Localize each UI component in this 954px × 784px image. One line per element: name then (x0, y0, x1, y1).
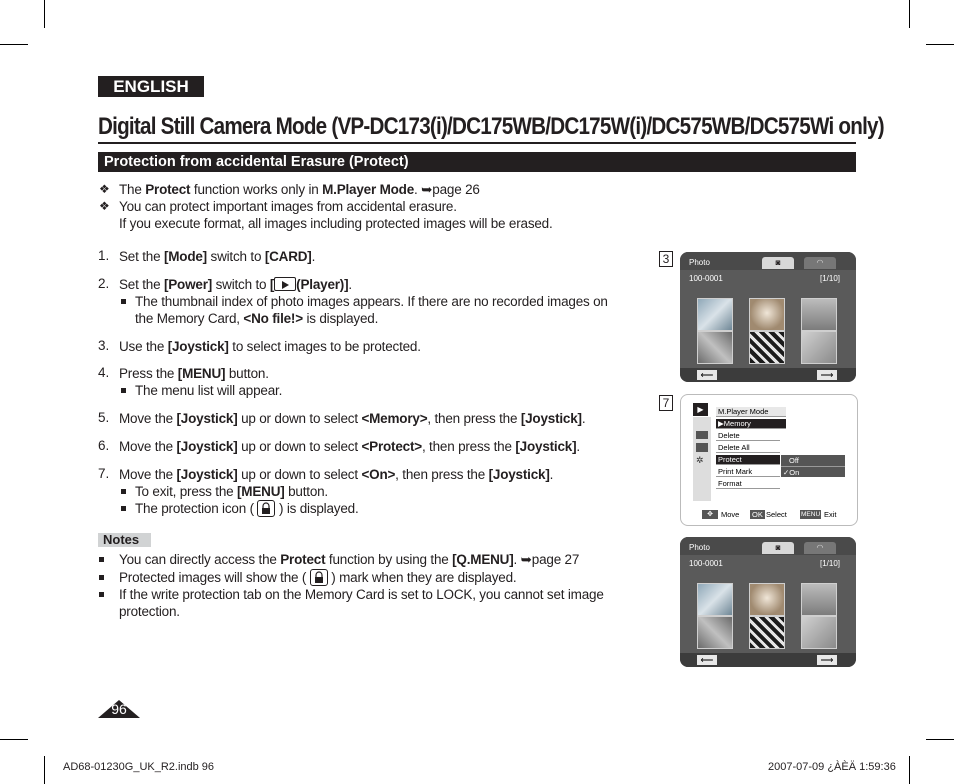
menu-item-delete-all[interactable]: Delete All (716, 443, 780, 453)
thumbnail-image (697, 583, 733, 616)
thumbnail-image (749, 616, 785, 649)
crop-mark (926, 44, 954, 45)
step-2: Set the [Power] switch to [ (Player)]. (119, 277, 352, 292)
left-arrow-icon: ⟵ (697, 655, 717, 665)
crop-mark (0, 739, 28, 740)
title-divider (98, 142, 856, 144)
check-icon: ✓ (783, 468, 790, 477)
step-1: Set the [Mode] switch to [CARD]. (119, 249, 316, 264)
step-number: 3. (98, 338, 110, 353)
step-7: Move the [Joystick] up or down to select <On>, then press the [Joystick]. (119, 467, 554, 482)
lcd-mode-label: Photo (689, 258, 710, 267)
ok-key-icon: OK (752, 510, 763, 519)
page-ref-arrow-icon: ➥ (421, 182, 433, 197)
crop-mark (909, 756, 910, 784)
movie-tab-icon: ◠ (804, 257, 836, 269)
step-badge: 3 (659, 251, 673, 267)
gear-icon: ✲ (696, 455, 704, 465)
thumbnail-image (697, 616, 733, 649)
intro-bullet-2: You can protect important images from accidental erasure. (119, 199, 457, 214)
camera-icon (696, 443, 708, 452)
note-2: Protected images will show the ( ) mark when they are displayed. (119, 570, 517, 585)
square-bullet-icon (121, 299, 126, 304)
player-mode-icon: ▶ (693, 403, 708, 416)
step-7-sub-1: To exit, press the [MENU] button. (135, 484, 328, 499)
lcd-count-label: [1/10] (820, 559, 841, 568)
lcd-folder-label: 100-0001 (689, 559, 723, 568)
square-bullet-icon (121, 489, 126, 494)
right-arrow-icon: ⟶ (817, 370, 837, 380)
thumbnail-image (801, 331, 837, 364)
note-1: You can directly access the Protect function by using the [Q.MENU]. ➥page 27 (119, 552, 580, 567)
joystick-icon: ✥ (702, 510, 718, 519)
step-number: 4. (98, 365, 110, 380)
step-number: 1. (98, 248, 110, 263)
step-4-sub: The menu list will appear. (135, 383, 283, 398)
note-3: If the write protection tab on the Memory Card is set to LOCK, you cannot set image (119, 587, 604, 602)
menu-footer: ✥ Move OK Select MENU Exit (681, 509, 857, 521)
square-bullet-icon (99, 557, 104, 562)
lcd-screenshot-menu (680, 394, 858, 526)
square-bullet-icon (121, 388, 126, 393)
memory-icon (696, 431, 708, 439)
right-arrow-icon: ⟶ (817, 655, 837, 665)
protect-lock-icon (310, 569, 328, 586)
square-bullet-icon (99, 575, 104, 580)
lcd-folder-label: 100-0001 (689, 274, 723, 283)
option-off[interactable]: Off (781, 455, 845, 466)
crop-mark (926, 739, 954, 740)
lcd-screenshot-thumbnails (680, 252, 856, 382)
lcd-nav-bar (680, 368, 856, 382)
diamond-bullet-icon: ❖ (99, 182, 110, 196)
menu-item-print-mark[interactable]: Print Mark (716, 467, 780, 477)
page-ref-arrow-icon: ➥ (520, 552, 532, 567)
lcd-count-label: [1/10] (820, 274, 841, 283)
step-number: 2. (98, 276, 110, 291)
thumbnail-image (801, 616, 837, 649)
thumbnail-image (749, 331, 785, 364)
step-2-sub: The thumbnail index of photo images appears. If there are no recorded images on (135, 294, 608, 309)
lcd-nav-bar (680, 653, 856, 667)
footer-timestamp: 2007-07-09 ¿ÀÈÄ 1:59:36 (768, 761, 896, 773)
photo-tab-icon: ◙ (762, 542, 794, 554)
lcd-mode-label: Photo (689, 543, 710, 552)
step-7-sub-2: The protection icon ( ) is displayed. (135, 501, 359, 516)
lcd-screenshot-protected (680, 537, 856, 667)
note-3-cont: protection. (119, 604, 180, 619)
thumbnail-image (801, 583, 837, 616)
crop-mark (909, 0, 910, 28)
step-3: Use the [Joystick] to select images to be protected. (119, 339, 421, 354)
thumbnail-image (801, 298, 837, 331)
intro-bullet-2-cont: If you execute format, all images including protected images will be erased. (119, 216, 553, 231)
protect-lock-icon (257, 500, 275, 517)
menu-item-memory[interactable]: ▶Memory (716, 419, 786, 429)
square-bullet-icon (121, 506, 126, 511)
step-2-sub-cont: the Memory Card, <No file!> is displayed. (135, 311, 379, 326)
menu-key-icon: MENU (801, 511, 821, 518)
thumbnail-image (697, 331, 733, 364)
movie-tab-icon: ◠ (804, 542, 836, 554)
option-on[interactable]: ✓On (781, 466, 845, 477)
step-6: Move the [Joystick] up or down to select <Protect>, then press the [Joystick]. (119, 439, 580, 454)
menu-title: M.Player Mode (716, 407, 786, 417)
intro-bullet-1: The Protect function works only in M.Player Mode. ➥page 26 (119, 182, 480, 197)
photo-tab-icon: ◙ (762, 257, 794, 269)
player-icon (274, 277, 296, 291)
crop-mark (0, 44, 28, 45)
footer-file-info: AD68-01230G_UK_R2.indb 96 (63, 761, 215, 773)
menu-item-delete[interactable]: Delete (716, 431, 780, 441)
step-4: Press the [MENU] button. (119, 366, 269, 381)
menu-item-format[interactable]: Format (716, 479, 780, 489)
left-arrow-icon: ⟵ (697, 370, 717, 380)
thumbnail-image (749, 298, 785, 331)
crop-mark (44, 756, 45, 784)
diamond-bullet-icon: ❖ (99, 199, 110, 213)
step-badge: 7 (659, 395, 673, 411)
step-number: 7. (98, 466, 110, 481)
step-number: 6. (98, 438, 110, 453)
thumbnail-image (749, 583, 785, 616)
step-5: Move the [Joystick] up or down to select <Memory>, then press the [Joystick]. (119, 411, 586, 426)
crop-mark (44, 0, 45, 28)
section-heading: Protection from accidental Erasure (Protect) (98, 152, 856, 172)
square-bullet-icon (99, 592, 104, 597)
thumbnail-image (697, 298, 733, 331)
menu-item-protect[interactable]: Protect (716, 455, 780, 465)
page-title: Digital Still Camera Mode (VP-DC173(i)/DC175WB/DC175W(i)/DC575WB/DC575Wi only) (98, 113, 884, 140)
language-tab: ENGLISH (98, 76, 204, 97)
notes-label: Notes (98, 533, 151, 547)
page-number: 96 (98, 700, 140, 718)
step-number: 5. (98, 410, 110, 425)
